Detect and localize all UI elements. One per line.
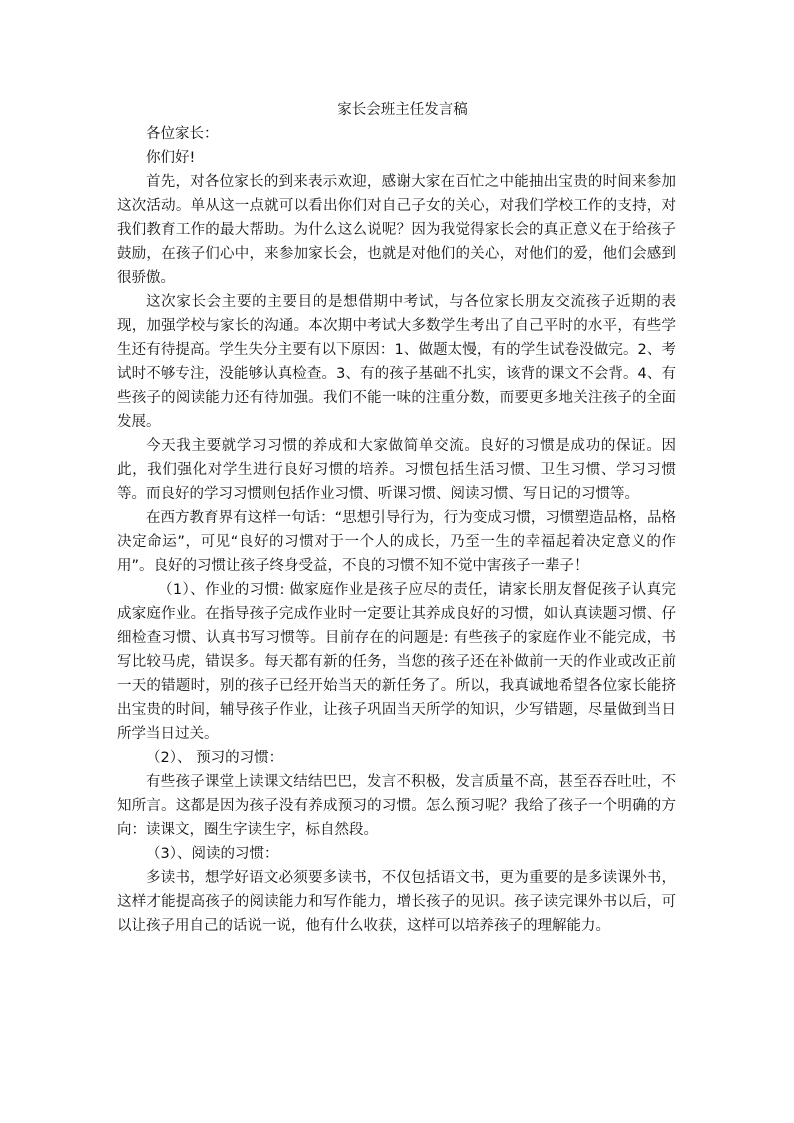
heading-reading-habit: （3）、阅读的习惯： [146, 846, 279, 862]
paragraph-homework-habit: （1）、作业的习惯: 做家庭作业是孩子应尽的责任，请家长朋友督促孩子认真完成家庭作业。在指导孩子完成作业时一定要让其养成良好的习惯，如认真读题习惯、仔细检查习惯、认真书写习惯等。目前存在的问题是: 有些孩子的家庭作业不能完成，书写比较马虎，错误多。每天都有新的任务，当您的孩子还在补做前一天的作业或改正前一天的错题时，别的孩子已经开始当天的新任务了。所以，我真诚地希望各位家长能挤出宝贵的时间，辅导孩子作业，让孩子巩固当天所学的知识，少写错题，尽量做到当日所学当日过关。 [117, 582, 676, 742]
paragraph-western-saying: 在西方教育界有这样一句话：“思想引导行为，行为变成习惯，习惯塑造品格，品格决定命运”，可见“良好的习惯对于一个人的成长，乃至一生的幸福起着决定意义的作用”。良好的习惯让孩子终身受益，不良的习惯不知不觉中害孩子一辈子！ [117, 510, 676, 574]
paragraph-habits-intro: 今天我主要就学习习惯的养成和大家做简单交流。良好的习惯是成功的保证。因此，我们强化对学生进行良好习惯的培养。习惯包括生活习惯、卫生习惯、学习习惯等。而良好的学习习惯则包括作业习惯、听课习惯、阅读习惯、写日记的习惯等。 [117, 438, 676, 502]
document-page [117, 98, 676, 938]
document-title: 家长会班主任发言稿 [337, 102, 468, 118]
paragraph-purpose: 这次家长会主要的主要目的是想借期中考试，与各位家长朋友交流孩子近期的表现，加强学校与家长的沟通。本次期中考试大多数学生考出了自己平时的水平，有些学生还有待提高。学生失分主要有以下原因：1、做题太慢，有的学生试卷没做完。2、考试时不够专注，没能够认真检查。3、有的孩子基础不扎实，该背的课文不会背。4、有些孩子的阅读能力还有待加强。我们不能一味的注重分数，而要更多地关注孩子的全面发展。 [117, 294, 676, 430]
heading-preview-habit: （2）、 预习的习惯： [146, 750, 284, 766]
paragraph-welcome: 首先，对各位家长的到来表示欢迎，感谢大家在百忙之中能抽出宝贵的时间来参加这次活动。单从这一点就可以看出你们对自己子女的关心，对我们学校工作的支持，对我们教育工作的最大帮助。为什么这么说呢？因为我觉得家长会的真正意义在于给孩子鼓励，在孩子们心中，来参加家长会，也就是对他们的关心，对他们的爱，他们会感到很骄傲。 [117, 174, 676, 286]
paragraph-preview-habit: 有些孩子课堂上读课文结结巴巴，发言不积极，发言质量不高，甚至吞吞吐吐，不知所言。这都是因为孩子没有养成预习的习惯。怎么预习呢？我给了孩子一个明确的方向：读课文，圈生字读生字，标自然段。 [117, 774, 676, 838]
salutation-line: 你们好! [146, 150, 196, 166]
paragraph-reading-habit: 多读书，想学好语文必须要多读书，不仅包括语文书，更为重要的是多读课外书，这样才能提高孩子的阅读能力和写作能力，增长孩子的见识。孩子读完课外书以后，可以让孩子用自己的话说一说，他有什么收获，这样可以培养孩子的理解能力。 [117, 870, 676, 934]
greeting-line: 各位家长： [146, 126, 219, 142]
